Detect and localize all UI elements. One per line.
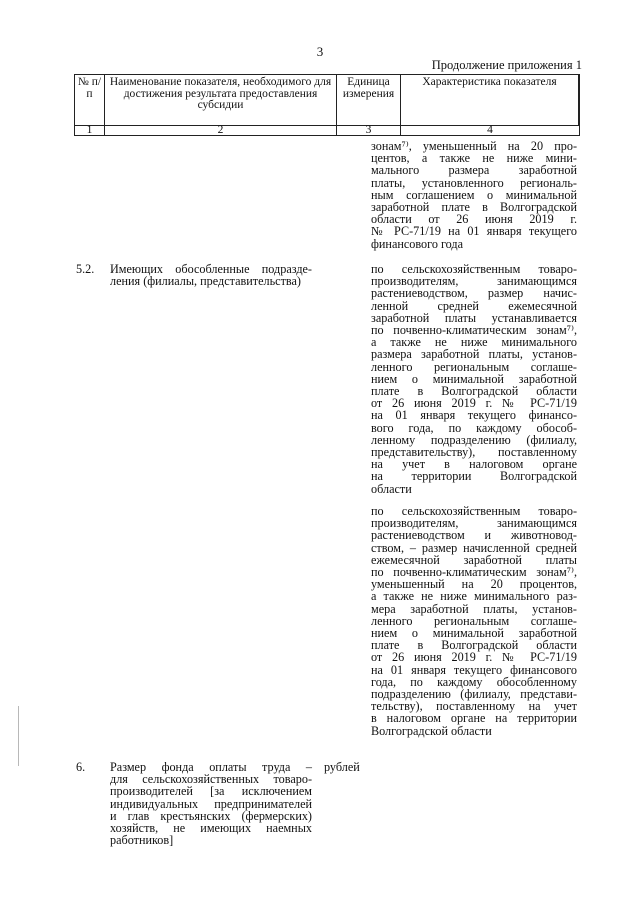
page-number: 3 <box>316 44 324 59</box>
row-6-unit: рублей <box>324 760 360 774</box>
text-line: по почвенно-климатическим зонам⁷⁾, <box>371 323 577 338</box>
text-line: Волгоградской области <box>371 723 492 738</box>
text-line: нием о минимальной заработной <box>371 626 577 641</box>
row-5-2-description-2 <box>371 505 577 737</box>
text-line: уменьшенный на 20 процентов, <box>371 577 577 592</box>
text-line: представительству), поставленному <box>371 445 577 460</box>
column-number-4: 4 <box>487 124 493 136</box>
text-line: года, по каждому обособленному <box>371 674 577 689</box>
text-line: по почвенно-климатическим зонам⁷⁾, <box>371 565 577 580</box>
row-5-2-description <box>371 263 577 495</box>
text-line: размера заработной платы, установ- <box>371 347 577 362</box>
text-line: плате в Волгоградской области <box>371 638 577 653</box>
text-line: а также не ниже минимального <box>371 335 577 350</box>
row-5-2-name <box>110 263 312 287</box>
text-line: области <box>371 481 412 496</box>
text-line: нием о минимальной заработной <box>371 371 577 386</box>
text-line: ления (филиалы, представительства) <box>110 274 301 289</box>
text-line: на 01 января текущего финансового <box>371 662 577 677</box>
appendix-continuation: Продолжение приложения 1 <box>431 58 582 72</box>
text-line: ленному подразделению (филиалу, <box>371 432 577 447</box>
text-line: растениеводством, размер начис- <box>371 286 577 301</box>
text-line: ным соглашением о минимальной <box>371 187 577 202</box>
header-col-unit: Единица измерения <box>337 75 401 125</box>
text-line: и глав крестьянских (фермерских) <box>110 808 312 823</box>
text-line: заработной платы устанавливается <box>371 310 577 325</box>
text-line: Размер фонда оплаты труда – <box>110 760 312 774</box>
row-6-name <box>110 761 312 846</box>
text-line: № РС-71/19 на 01 января текущего <box>371 224 577 239</box>
text-line: индивидуальных предпринимателей <box>110 796 312 811</box>
text-line: для сельскохозяйственных товаро- <box>110 772 312 787</box>
header-column-numbers <box>75 125 579 136</box>
header-col-description: Характеристика показателя <box>401 75 579 125</box>
row-6-number: 6. <box>76 760 86 774</box>
column-number-1: 1 <box>75 124 105 135</box>
text-line: центов, а также не ниже мини- <box>371 151 577 166</box>
text-line: заработной плате в Волгоградской <box>371 200 577 215</box>
text-line: по сельскохозяйственным товаро- <box>371 262 577 276</box>
text-line: мера заработной платы, установ- <box>371 601 577 616</box>
row-1-description <box>371 140 577 250</box>
text-line: производителей [за исключением <box>110 784 312 799</box>
text-line: ежемесячной заработной платы <box>371 552 577 567</box>
text-line: растениеводством и животновод- <box>371 528 577 543</box>
header-col-number: № п/п <box>75 75 105 125</box>
text-line: хозяйств, не имеющих наемных <box>110 821 312 836</box>
table-header <box>74 74 580 136</box>
header-col-name: Наименование показателя, необходимого для достижения результата предоставления субсидии <box>105 75 337 125</box>
column-number-3: 3 <box>337 124 401 135</box>
text-line: работников] <box>110 833 174 848</box>
text-line: области от 26 июня 2019 г. <box>371 212 577 227</box>
text-line: плате в Волгоградской области <box>371 384 577 399</box>
text-line: в налоговом органе на территории <box>371 711 577 726</box>
text-line: финансового года <box>371 236 464 251</box>
text-line: от 26 июня 2019 г. № РС-71/19 <box>371 396 577 411</box>
text-line: подразделению (филиалу, представи- <box>371 687 577 702</box>
text-line: от 26 июня 2019 г. № РС-71/19 <box>371 650 577 665</box>
text-line: платы, установленного региональ- <box>371 175 577 190</box>
text-line: зонам⁷⁾, уменьшенный на 20 про- <box>371 139 577 153</box>
text-line: на 01 января текущего финансо- <box>371 408 577 423</box>
text-line: тельству), поставленному на учет <box>371 699 577 714</box>
text-line: ленной средней ежемесячной <box>371 298 577 313</box>
margin-line <box>18 706 19 766</box>
text-line: вого года, по каждому обособ- <box>371 420 577 435</box>
text-line: а также не ниже минимального раз- <box>371 589 577 604</box>
text-line: ством, – размер начисленной средней <box>371 540 577 555</box>
text-line: по сельскохозяйственным товаро- <box>371 504 577 518</box>
text-line: производителям, занимающимся <box>371 274 577 289</box>
text-line: на учет в налоговом органе <box>371 457 577 472</box>
text-line: на территории Волгоградской <box>371 469 577 484</box>
text-line: производителям, занимающимся <box>371 516 577 531</box>
row-5-2-number: 5.2. <box>76 262 95 276</box>
text-line: ленного региональным соглаше- <box>371 613 577 628</box>
column-number-2: 2 <box>105 124 337 135</box>
text-line: мального размера заработной <box>371 163 577 178</box>
text-line: Имеющих обособленные подразде- <box>110 262 312 276</box>
text-line: ленного региональным соглаше- <box>371 359 577 374</box>
